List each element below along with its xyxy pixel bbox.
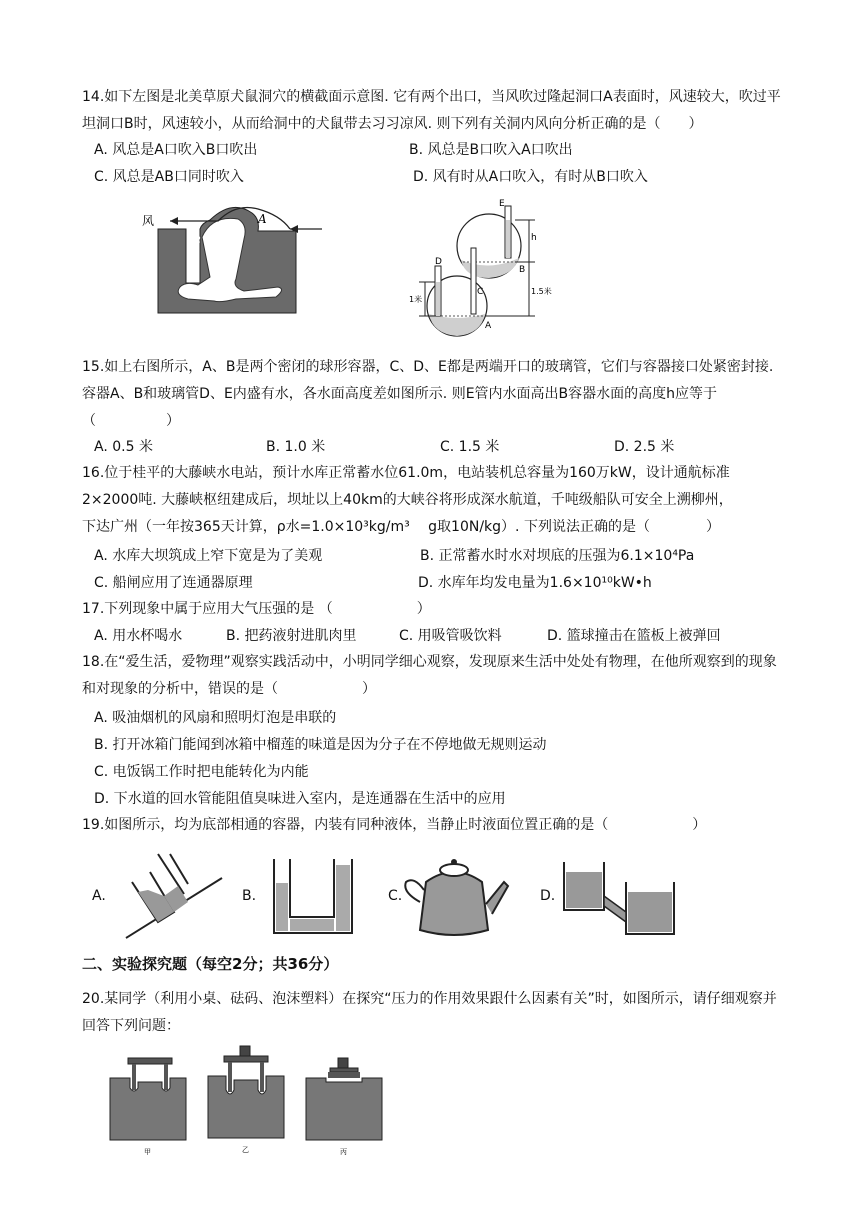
label-c: C bbox=[477, 287, 484, 297]
q19-figure-d bbox=[560, 858, 678, 938]
q18-option-a: A. 吸油烟机的风扇和照明灯泡是串联的 bbox=[94, 710, 337, 726]
q15-option-c: C. 1.5 米 bbox=[440, 439, 500, 455]
label-d: D bbox=[435, 257, 442, 267]
q14-option-c: C. 风总是AB口同时吹入 bbox=[94, 169, 244, 185]
q14-option-d: D. 风有时从A口吹入，有时从B口吹入 bbox=[413, 169, 648, 185]
q17-stem: 17.下列现象中属于应用大气压强的是 （ ） bbox=[82, 601, 431, 617]
section-2-title: 二、实验探究题（每空2分；共36分） bbox=[82, 955, 339, 973]
q14-option-b: B. 风总是B口吹入A口吹出 bbox=[409, 142, 573, 158]
q17-option-a: A. 用水杯喝水 bbox=[94, 628, 183, 644]
q18-option-c: C. 电饭锅工作时把电能转化为内能 bbox=[94, 764, 309, 780]
label-b: B bbox=[192, 234, 201, 248]
q20-figure-2 bbox=[206, 1040, 286, 1154]
q19-figure-a bbox=[118, 850, 228, 942]
q19-stem: 19.如图所示，均为底部相通的容器，内装有同种液体，当静止时液面位置正确的是（ ） bbox=[82, 817, 707, 833]
q18-option-d: D. 下水道的回水管能阻值臭味进入室内，是连通器在生活中的应用 bbox=[94, 791, 506, 807]
q16-stem-line1: 16.位于桂平的大藤峡水电站，预计水库正常蓄水位61.0m，电站装机总容量为160万kW，设计通航标准 bbox=[82, 465, 730, 481]
q20-figure-1 bbox=[108, 1046, 188, 1156]
q18-stem: 18.在“爱生活，爱物理”观察实践活动中，小明同学细心观察，发现原来生活中处处有物理，在他所观察到的现象和对现象的分析中，错误的是（ ） bbox=[82, 654, 777, 697]
q19-label-c: C. bbox=[388, 888, 403, 904]
q16-option-b: B. 正常蓄水时水对坝底的压强为6.1×10⁴Pa bbox=[420, 548, 695, 564]
label-1m: 1米 bbox=[409, 295, 423, 304]
q17-option-c: C. 用吸管吸饮料 bbox=[399, 628, 502, 644]
caption-bing: 丙 bbox=[340, 1148, 347, 1156]
label-b: B bbox=[519, 265, 526, 275]
label-a: A bbox=[485, 321, 492, 331]
label-e: E bbox=[499, 199, 505, 209]
q15-option-b: B. 1.0 米 bbox=[266, 439, 326, 455]
q14-option-a: A. 风总是A口吹入B口吹出 bbox=[94, 142, 258, 158]
q17-option-b: B. 把药液射进肌肉里 bbox=[226, 628, 357, 644]
label-h: h bbox=[531, 233, 537, 243]
wind-label: 风 bbox=[142, 214, 155, 228]
q17-option-d: D. 篮球撞击在篮板上被弹回 bbox=[547, 628, 721, 644]
q19-figure-c bbox=[400, 852, 512, 942]
caption-jia: 甲 bbox=[144, 1148, 151, 1156]
q16-option-a: A. 水库大坝筑成上窄下宽是为了美观 bbox=[94, 548, 323, 564]
q19-label-d: D. bbox=[540, 888, 556, 904]
q18-option-b: B. 打开冰箱门能闻到冰箱中榴莲的味道是因为分子在不停地做无规则运动 bbox=[94, 737, 547, 753]
q19-label-b: B. bbox=[242, 888, 257, 904]
q16-option-d: D. 水库年均发电量为1.6×10¹⁰kW•h bbox=[418, 575, 652, 591]
q16-stem-line3: 下达广州（一年按365天计算，ρ水=1.0×10³kg/m³ g取10N/kg）. 下列说法正确的是（ ） bbox=[82, 519, 720, 535]
caption-yi: 乙 bbox=[242, 1146, 249, 1154]
q15-option-a: A. 0.5 米 bbox=[94, 439, 153, 455]
q20-figure-3 bbox=[304, 1046, 384, 1156]
label-1-5m: 1.5米 bbox=[531, 287, 552, 296]
q15-stem: 15.如上右图所示，A、B是两个密闭的球形容器，C、D、E都是两端开口的玻璃管，它们与容器接口处紧密封接. 容器A、B和玻璃管D、E内盛有水，各水面高度差如图所示. 则E管内水面高出B容器水面的高度h应等于（ ） bbox=[82, 359, 774, 429]
label-a: A bbox=[258, 212, 267, 226]
q19-figure-b bbox=[268, 855, 358, 939]
q16-stem-line2: 2×2000吨. 大藤峡枢纽建成后，坝址以上40km的大峡谷将形成深水航道，千吨级船队可安全上溯柳州， bbox=[82, 492, 733, 508]
spheres-figure bbox=[405, 198, 552, 338]
q19-label-a: A. bbox=[92, 888, 106, 904]
q14-stem: 14.如下左图是北美草原犬鼠洞穴的横截面示意图. 它有两个出口，当风吹过隆起洞口A表面时，风速较大，吹过平坦洞口B时，风速较小，从而给洞中的犬鼠带去习习凉风. 则下列有关洞内风向分析正确的是（ ） bbox=[82, 89, 781, 132]
q16-option-c: C. 船闸应用了连通器原理 bbox=[94, 575, 253, 591]
burrow-figure bbox=[140, 205, 340, 315]
q20-stem: 20.某同学（利用小桌、砝码、泡沫塑料）在探究“压力的作用效果跟什么因素有关”时，如图所示，请仔细观察并回答下列问题： bbox=[82, 991, 777, 1034]
q15-option-d: D. 2.5 米 bbox=[614, 439, 675, 455]
